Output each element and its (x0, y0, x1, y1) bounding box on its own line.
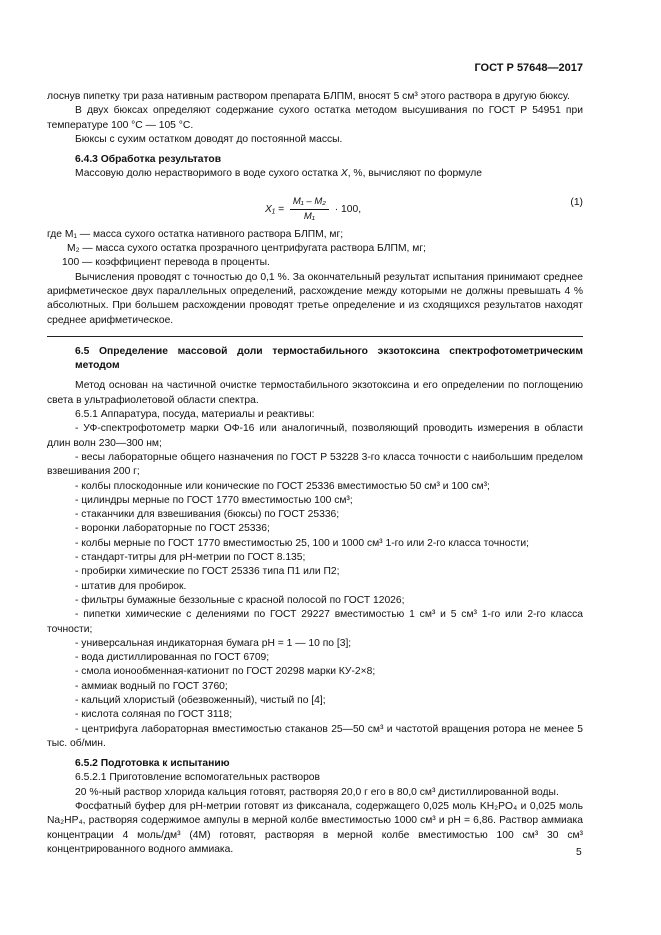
list-item: - колбы плоскодонные или конические по ГОСТ 25336 вместимостью 50 см³ и 100 см³; (75, 480, 490, 492)
list-item: - воронки лабораторные по ГОСТ 25336; (75, 523, 270, 535)
list-item: - универсальная индикаторная бумага pH = 1 — 10 по [3]; (75, 637, 352, 649)
list-item: - центрифуга лабораторная вместимостью стаканов 25—50 см³ и частотой вращения ротора не менее 5 тыс. об/мин. (47, 723, 583, 749)
formula-lhs: X₁ = (265, 204, 284, 215)
legend-m1: где M₁ — масса сухого остатка нативного раствора БЛПМ, мг; (47, 228, 344, 240)
page-content (47, 90, 583, 857)
paragraph-constant-mass: Бюксы с сухим остатком доводят до постоянной массы. (75, 133, 343, 145)
paragraph-6-5-1: 6.5.1 Аппаратура, посуда, материалы и реактивы: (75, 409, 315, 421)
list-item: - смола ионообменная-катионит по ГОСТ 20298 марки КУ-2×8; (75, 666, 376, 678)
list-item: - кальций хлористый (обезвоженный), чистый по [4]; (75, 694, 326, 706)
paragraph-calcium-chloride: 20 %-ный раствор хлорида кальция готовят, растворяя 20,0 г его в 80,0 см³ дистиллированной воды. (75, 786, 559, 798)
page-number: 5 (576, 847, 582, 858)
formula-denominator: M₁ (303, 210, 315, 222)
legend-100: 100 — коэффициент перевода в проценты. (62, 257, 270, 269)
paragraph-phosphate-buffer: Фосфатный буфер для pH-метрии готовят из фиксанала, содержащего 0,025 моль KH₂PO₄ и 0,025 моль Na₂HP₄, растворяя содержимое ампулы в мерной колбе вместимостью 1000 см³ и pH = 6,86. Раствор аммиака концентрации 4 моль/дм³ (4М) готовят, растворяя в мерной колбе вместимостью 100 см³ 30 см³ концентрированного водного аммиака. (47, 801, 583, 855)
paragraph-formula-intro: Массовую долю нерастворимого в воде сухого остатка Х, %, вычисляют по формуле (75, 168, 483, 180)
list-item: - стандарт-титры для pH-метрии по ГОСТ 8.135; (75, 552, 306, 564)
heading-6-4-3: 6.4.3 Обработка результатов (75, 154, 222, 166)
equipment-list (47, 422, 583, 751)
formula-1 (47, 184, 583, 224)
list-item: - фильтры бумажные беззольные с красной полосой по ГОСТ 12026; (75, 594, 405, 606)
formula-fraction (290, 196, 329, 223)
formula-numerator: M₁ – M₂ (290, 196, 329, 210)
legend-m2: M₂ — масса сухого остатка прозрачного центрифугата раствора БЛПМ, мг; (67, 243, 426, 255)
list-item: - цилиндры мерные по ГОСТ 1770 вместимостью 100 см³; (75, 494, 353, 506)
list-item: - стаканчики для взвешивания (бюксы) по ГОСТ 25336; (75, 509, 340, 521)
list-item: - колбы мерные по ГОСТ 1770 вместимостью 25, 100 и 1000 см³ 1-го или 2-го класса точности; (75, 537, 529, 549)
paragraph-continuation: лоснув пипетку три раза нативным раствором препарата БЛПМ, вносят 5 см³ этого раствора в другую бюксу. (47, 91, 570, 102)
heading-6-5: 6.5 Определение массовой доли термостабильного экзотоксина спектрофотометрическим методом (75, 345, 583, 372)
list-item: - штатив для пробирок. (75, 580, 187, 592)
list-item: - кислота соляная по ГОСТ 3118; (75, 709, 233, 721)
paragraph-method: Метод основан на частичной очистке термостабильного экзотоксина и его определении по поглощению света в ультрафиолетовой области спектра. (47, 380, 583, 406)
heading-6-5-2: 6.5.2 Подготовка к испытанию (75, 758, 230, 770)
list-item: - вода дистиллированная по ГОСТ 6709; (75, 652, 270, 664)
list-item: - пипетки химические с делениями по ГОСТ 29227 вместимостью 1 см³ и 5 см³ 1-го или 2-го класса точности; (47, 609, 583, 635)
list-item: - УФ-спектрофотометр марки ОФ-16 или аналогичный, позволяющий проводить измерения в области длин волн 230—300 нм; (47, 423, 583, 449)
list-item: - аммиак водный по ГОСТ 3760; (75, 680, 228, 692)
paragraph-6-5-2-1: 6.5.2.1 Приготовление вспомогательных растворов (75, 772, 320, 784)
formula-legend (47, 228, 583, 271)
list-item: - весы лабораторные общего назначения по ГОСТ Р 53228 3-го класса точности с наибольшим пределом взвешивания 200 г; (47, 451, 583, 478)
section-divider (47, 336, 583, 337)
formula-expression (265, 196, 361, 223)
formula-rhs: · 100, (334, 204, 362, 215)
list-item: - пробирки химические по ГОСТ 25336 типа П1 или П2; (75, 566, 340, 578)
paragraph-dry-residue: В двух бюксах определяют содержание сухого остатка методом высушивания по ГОСТ Р 54951 при температуре 100 °С — 105 °С. (47, 105, 583, 131)
paragraph-accuracy: Вычисления проводят с точностью до 0,1 %. За окончательный результат испытания принимают среднее арифметическое двух параллельных определений, расхождение между которыми не должны превышать 4 % абсолютных. При большем расхождении проводят третье определение и из сходящихся результатов находят среднее арифметическое. (47, 271, 583, 326)
formula-number: (1) (570, 196, 583, 208)
standard-header: ГОСТ Р 57648—2017 (474, 62, 583, 74)
